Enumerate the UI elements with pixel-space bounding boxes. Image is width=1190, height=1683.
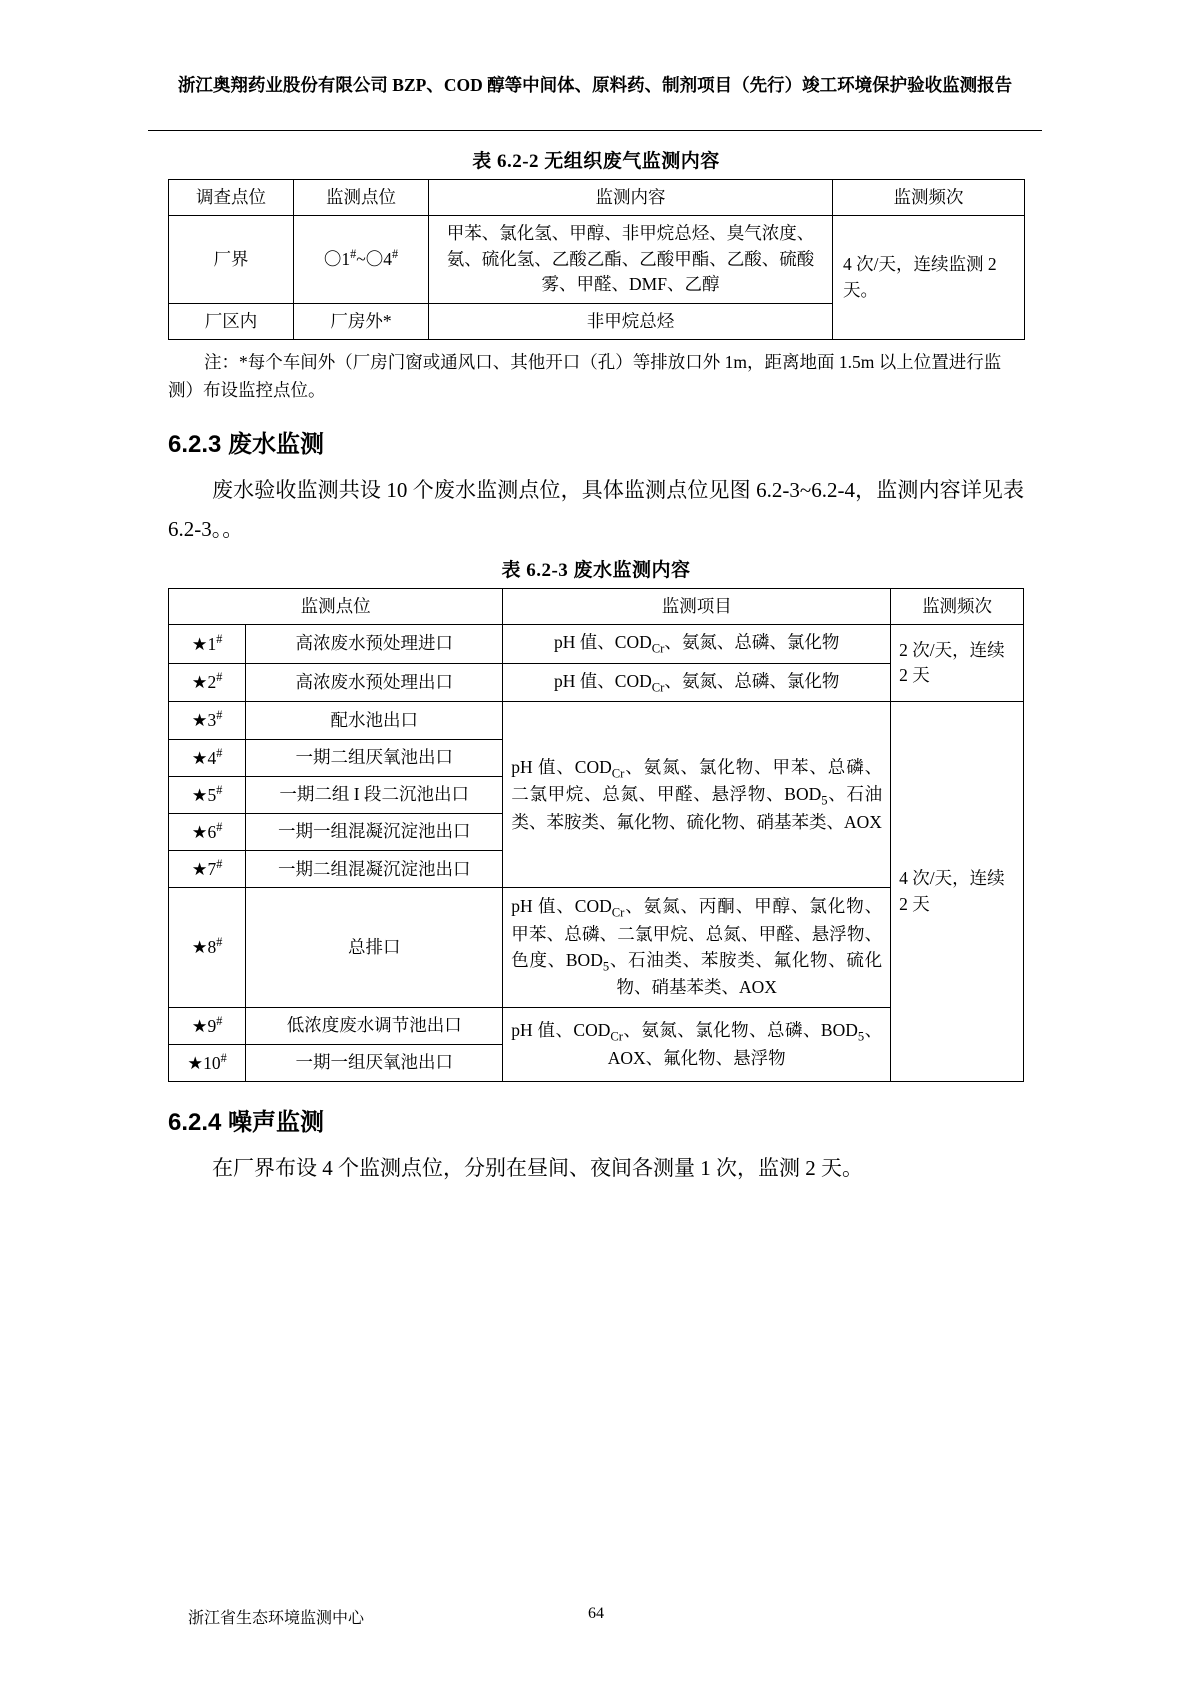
cell-point-name: 配水池出口 [246, 702, 503, 739]
cell-items: pH 值、$COD_{Cr}$、氨氮、氯化物、甲苯、总磷、二氯甲烷、总氮、甲醛、悬浮物、$BOD_5$、石油类、苯胺类、氟化物、硫化物、硝基苯类、AOX [503, 702, 891, 888]
cell-point-name: 一期二组 I 段二沉池出口 [246, 776, 503, 813]
section-624-heading: 6.2.4 噪声监测 [168, 1109, 325, 1137]
page-content [168, 140, 1024, 1192]
cell-point-name: 高浓废水预处理出口 [246, 663, 503, 702]
section-623-heading: 6.2.3 废水监测 [168, 430, 325, 458]
cell-site: 厂界 [169, 216, 294, 303]
col-header-point: 监测点位 [294, 180, 429, 216]
cell-point-no: ★2# [169, 663, 246, 702]
col-header-site: 调查点位 [169, 180, 294, 216]
cell-point-name: 总排口 [246, 888, 503, 1007]
cell-point-no: ★3# [169, 702, 246, 739]
cell-point-no: ★6# [169, 814, 246, 851]
table-62-2-caption: 表 6.2-2 无组织废气监测内容 [472, 151, 720, 172]
footer-org: 浙江省生态环境监测中心 [188, 1610, 365, 1627]
cell-point-no: ★10# [169, 1044, 246, 1081]
col-header-freq: 监测频次 [833, 180, 1025, 216]
cell-items: pH 值、$COD_{Cr}$、氨氮、总磷、氯化物 [503, 624, 891, 663]
cell-freq: 4 次/天，连续监测 2 天。 [833, 216, 1025, 340]
cell-point-name: 低浓度废水调节池出口 [246, 1007, 503, 1044]
footer-page-number: 64 [588, 1605, 604, 1622]
col-header-content: 监测内容 [429, 180, 833, 216]
cell-point-name: 一期二组混凝沉淀池出口 [246, 851, 503, 888]
cell-items: pH 值、$COD_{Cr}$、氨氮、总磷、氯化物 [503, 663, 891, 702]
table-62-2 [168, 179, 1025, 340]
header-divider [148, 130, 1042, 131]
cell-point-no: ★4# [169, 739, 246, 776]
cell-freq: 2 次/天，连续 2 天 [891, 624, 1024, 702]
col-header-items: 监测项目 [503, 588, 891, 624]
cell-point-name: 一期一组厌氧池出口 [246, 1044, 503, 1081]
cell-point-name: 高浓废水预处理进口 [246, 624, 503, 663]
table-row [169, 624, 1024, 663]
cell-point-no: ★7# [169, 851, 246, 888]
cell-items: pH 值、$COD_{Cr}$、氨氮、丙酮、甲醇、氯化物、甲苯、总磷、二氯甲烷、总氮、甲醛、悬浮物、色度、$BOD_5$、石油类、苯胺类、氟化物、硫化物、硝基苯类、AOX [503, 888, 891, 1007]
col-header-point: 监测点位 [169, 588, 503, 624]
col-header-freq: 监测频次 [891, 588, 1024, 624]
cell-freq: 4 次/天，连续 2 天 [891, 702, 1024, 1082]
table-header-row [169, 180, 1025, 216]
page-header: 浙江奥翔药业股份有限公司 BZP、COD 醇等中间体、原料药、制剂项目（先行）竣工环境保护验收监测报告 [177, 75, 1013, 95]
cell-site: 厂区内 [169, 303, 294, 339]
table-62-3-caption: 表 6.2-3 废水监测内容 [501, 559, 691, 581]
cell-point-name: 一期二组厌氧池出口 [246, 739, 503, 776]
table-row [169, 216, 1025, 303]
note-text: 注：*每个车间外（厂房门窗或通风口、其他开口（孔）等排放口外 1m，距离地面 1.5m 以上位置进行监测）布设监控点位。 [168, 351, 1002, 400]
cell-point-name: 一期一组混凝沉淀池出口 [246, 814, 503, 851]
section-623-paragraph: 废水验收监测共设 10 个废水监测点位，具体监测点位见图 6.2-3~6.2-4，监测内容详见表 6.2-3。。 [168, 477, 1024, 541]
cell-items: pH 值、$COD_{Cr}$、氨氮、氯化物、总磷、$BOD_5$、AOX、氟化物、悬浮物 [503, 1007, 891, 1081]
cell-point: 〇1#~〇4# [294, 216, 429, 303]
cell-point-no: ★9# [169, 1007, 246, 1044]
cell-point-no: ★5# [169, 776, 246, 813]
cell-point-no: ★8# [169, 888, 246, 1007]
table-62-3 [168, 588, 1024, 1083]
cell-point-no: ★1# [169, 624, 246, 663]
cell-point: 厂房外* [294, 303, 429, 339]
table-62-2-note [168, 348, 1024, 404]
section-624-paragraph: 在厂界布设 4 个监测点位，分别在昼间、夜间各测量 1 次，监测 2 天。 [212, 1156, 863, 1181]
cell-content: 非甲烷总烃 [429, 303, 833, 339]
table-header-row [169, 588, 1024, 624]
table-row [169, 702, 1024, 739]
cell-content: 甲苯、氯化氢、甲醇、非甲烷总烃、臭气浓度、氨、硫化氢、乙酸乙酯、乙酸甲酯、乙酸、硫酸雾、甲醛、DMF、乙醇 [429, 216, 833, 303]
